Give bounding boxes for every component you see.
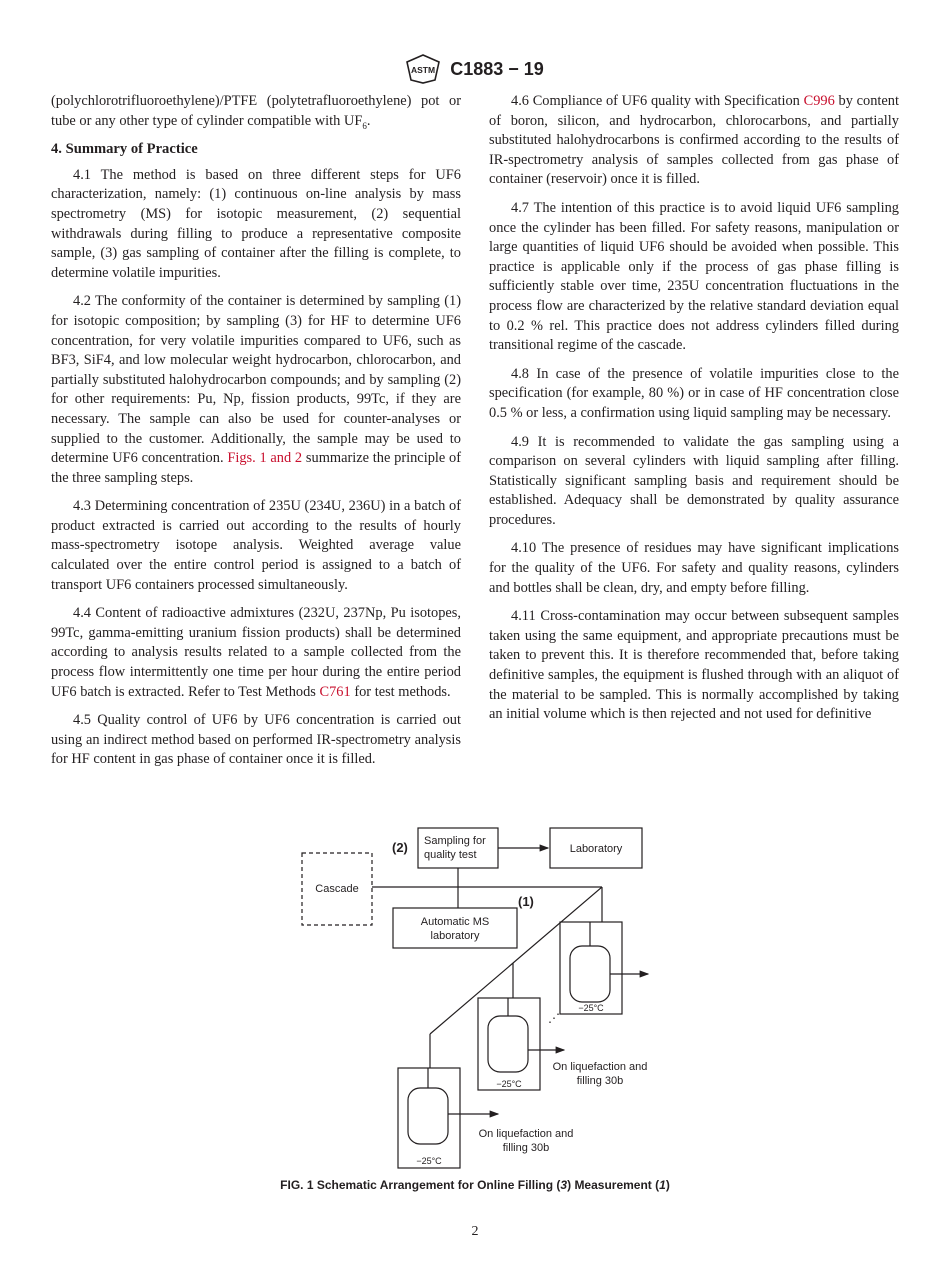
page-number: 2 [471, 1224, 479, 1239]
temp-label-2: −25°C [496, 1079, 522, 1089]
cylinder-2 [488, 1016, 528, 1072]
section-title: 4. Summary of Practice [51, 141, 198, 158]
figs-link[interactable]: Figs. 1 and 2 [227, 450, 303, 467]
paragraph-4-10: 4.10 The presence of residues may have significant implications for the quality of the UF6. For safety and quality reasons, cylinders and bottles shall be clean, dry, and empty before filling. [489, 540, 899, 596]
sampling-box [418, 828, 498, 868]
paragraph-4-11: 4.11 Cross-contamination may occur between subsequent samples taken using the same equipment, and appropriate precautions must be taken to prevent this. It is therefore recommended that, before taking definitive samples, the equipment is flushed through with an aliquot of the material to be sampled. This is normally accomplished by taking an initial volume which is then rejected and not used for definitive [489, 608, 899, 723]
paragraph-4-1: 4.1 The method is based on three different steps for UF6 characterization, namely: (1) continuous on-line analysis by mass spectrometry (MS) for isotopic measurement, (2) sequential withdrawals during filling to produce a representative composite sample, (3) gas sampling of container after the filling is complete, to determine volatile impurities. [51, 166, 461, 281]
liquefaction-label-1b: filling 30b [502, 1142, 550, 1154]
continuation-dots: ⋰ [548, 1011, 560, 1025]
cylinder-3 [570, 946, 610, 1002]
label-2: (2) [392, 840, 408, 855]
paragraph-4-8: 4.8 In case of the presence of volatile impurities close to the specification (for example, 80 %) or in case of HF concentration close 0.5 % or less, a confirmation using liquid sampling may be necessary. [489, 365, 899, 421]
cylinder-frame-2 [478, 998, 540, 1090]
paragraph-4-7: 4.7 The intention of this practice is to avoid liquid UF6 sampling once the cylinder has been filled. For safety reasons, manipulation or large quantities of liquid UF6 should be avoided when possible. This practice is applicable only if the process of gas phase filling is sufficiently stable over time, 235U concentration fluctuations in the process flow are characterized by the relative standard deviation equal to 0.2 % rel. This practice does not address cylinders filled during transitional regime of the cascade. [489, 199, 899, 354]
ms-box [393, 908, 517, 948]
sampling-label-2: quality test [424, 849, 477, 861]
left-column [51, 92, 461, 779]
figure-caption: FIG. 1 Schematic Arrangement for Online Filling (3) Measurement (1) [280, 1178, 670, 1192]
cylinder-1 [408, 1088, 448, 1144]
c996-link[interactable]: C996 [803, 93, 835, 109]
paragraph-4-6: 4.6 Compliance of UF6 quality with Specification C996 by content of boron, silicon, and hydrocarbon, chlorocarbons, and partially substituted halohydrocarbons is confirmed according to the results of IR-spectrometry analysis of samples collected from gas phase of container (reservoir) once it is filled. [489, 93, 899, 188]
temp-label-1: −25°C [416, 1156, 442, 1166]
paragraph-4-2: 4.2 The conformity of the container is determined by sampling (1) for isotopic composition; by sampling (3) for HF to determine UF6 concentration, for very volatile impurities compared to UF6, such as BF3, SiF4, and low molecular weight hydrocarbon, chlorocarbon, and partially substituted halohydrocarbon compounds; and by sampling (2) for other requirements: Pu, Np, fission products, 99Tc, if they are necessary. The sample can also be used for counter-analyses or supplied to the customer. Additionally, the sample may be used to determine UF6 concentration. Figs. 1 and 2 summarize the principle of the three sampling steps. [51, 293, 462, 486]
paragraph-4-4: 4.4 Content of radioactive admixtures (232U, 237Np, Pu isotopes, 99Tc, gamma-emitting uranium fission products) shall be determined according to analysis results related to a sample collected from the process flow intermittently one time per hour during the entire period UF6 batch is extracted. Refer to Test Methods C761 for test methods. [51, 605, 461, 700]
label-1: (1) [518, 894, 534, 909]
ms-label-2: laboratory [430, 930, 480, 942]
cylinder-frame-1 [398, 1068, 460, 1168]
paragraph-4-5: 4.5 Quality control of UF6 by UF6 concentration is carried out using an indirect method based on performed IR-spectrometry analysis for HF content in gas phase of container once it is filled. [51, 712, 461, 768]
laboratory-label: Laboratory [569, 843, 623, 855]
temp-label-3: −25°C [578, 1003, 604, 1013]
figure-1-schematic [296, 826, 676, 1176]
astm-logo-icon [406, 54, 440, 84]
ms-label-1: Automatic MS [420, 916, 490, 928]
liquefaction-label-1a: On liquefaction and [478, 1128, 574, 1140]
cascade-label: Cascade [315, 883, 359, 895]
intro-paragraph: (polychlorotrifluoroethylene)/PTFE (polytetrafluoroethylene) pot or tube or any other type of cylinder compatible with $UF_6$. [51, 93, 461, 131]
paragraph-4-9: 4.9 It is recommended to validate the gas sampling using a comparison on several cylinders with liquid sampling after filling. Statistically significant sampling basis and requirement should be established. Adequacy shall be demonstrated by quality assurance procedures. [489, 433, 899, 528]
paragraph-4-3: 4.3 Determining concentration of 235U (234U, 236U) in a batch of product extracted is carried out according to the results of hourly mass-spectrometry isotope analysis. Weighted average value calculated over the entire control period is assigned to a batch of transport UF6 containers processed simultaneously. [51, 498, 461, 593]
page-header [0, 54, 950, 84]
c761-link[interactable]: C761 [319, 683, 351, 700]
astm-logo-text: ASTM [411, 65, 436, 75]
cylinder-frame-3 [560, 922, 622, 1014]
liquefaction-label-2a: On liquefaction and [552, 1061, 648, 1073]
right-column [489, 92, 899, 734]
liquefaction-label-2b: filling 30b [576, 1075, 624, 1087]
sampling-label-1: Sampling for [424, 835, 486, 847]
standard-code: C1883 − 19 [450, 58, 544, 79]
